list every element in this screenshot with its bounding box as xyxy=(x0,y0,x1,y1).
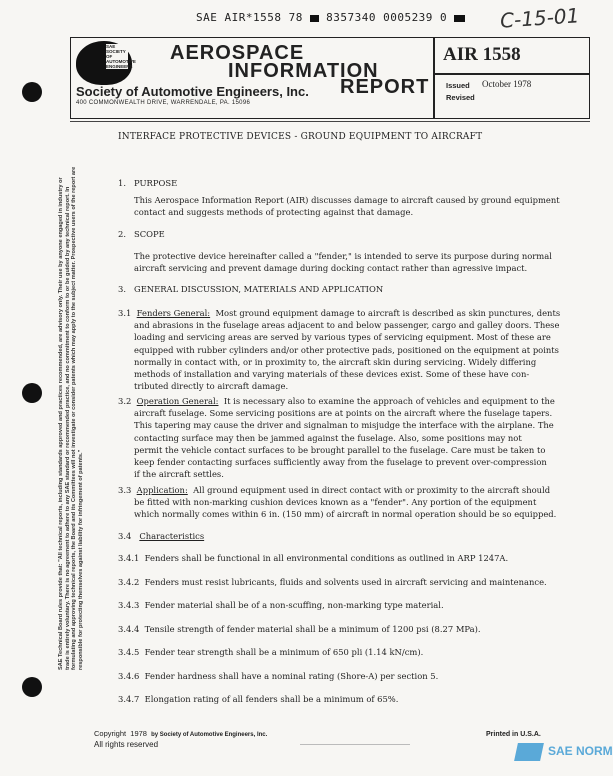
document-code-line xyxy=(196,11,465,24)
footer-copyright xyxy=(94,729,267,738)
barcode-block xyxy=(310,15,319,22)
paragraph-first-line xyxy=(118,484,556,496)
item-text: Fender tear strength shall be a minimum of 650 pli (1.14 kN/cm). xyxy=(144,647,424,657)
text-line: tributed directly to aircraft damage. xyxy=(134,381,289,392)
item-text: Fenders must resist lubricants, fluids and solvents used in aircraft servicing and maintenance. xyxy=(144,576,547,587)
text-line: be fitted with non-marking cushion devices known as a "fender". Any portion of the equipment xyxy=(134,497,537,508)
item-number: 3.4.7 xyxy=(118,694,140,704)
item-number: 3.4.5 xyxy=(118,647,140,657)
watermark-logo xyxy=(514,743,544,761)
section-title: Application: xyxy=(136,485,188,495)
item-text: Fenders shall be functional in all environmental conditions as outlined in ARP 1247A. xyxy=(144,553,509,563)
copyright-year: 1978 xyxy=(130,729,147,738)
section-2-heading xyxy=(118,228,165,240)
revised-label: Revised xyxy=(446,93,475,102)
code-number: 8357340 0005239 0 xyxy=(326,11,448,24)
report-type-line1: AEROSPACE xyxy=(170,42,305,64)
text-line: contacting surface may then be jammed against the fuselage. Also, some positions may not xyxy=(134,432,522,443)
footer-faint-line xyxy=(300,744,410,745)
report-type-line3: REPORT xyxy=(340,76,430,98)
item-text: Tensile strength of fender material shall be a minimum of 1200 psi (8.27 MPa). xyxy=(144,623,481,634)
section-1-body xyxy=(134,194,560,218)
item-number: 3.4.4 xyxy=(118,623,140,634)
document-title: INTERFACE PROTECTIVE DEVICES - GROUND EQUIPMENT TO AIRCRAFT xyxy=(118,132,483,142)
society-name: Society of Automotive Engineers, Inc. xyxy=(76,84,309,99)
section-1-heading xyxy=(118,177,177,189)
list-item xyxy=(118,646,588,670)
text-line: aircraft servicing and prevent damage during docking contact rather than agressive impact. xyxy=(134,263,528,274)
text-line: which normally comes within 6 in. (150 mm) of aircraft in normal operation should be so equipped. xyxy=(134,509,557,520)
text-line: normally in contact with, or in proximity to, the aircraft skin during servicing. Widely differing xyxy=(134,356,537,367)
text-line: equipped with rubber cylinders and/or other protective pads, positioned on the equipment at points xyxy=(134,344,559,355)
section-number: 1. xyxy=(118,178,126,188)
side-notice xyxy=(58,165,84,670)
list-item xyxy=(118,552,588,576)
section-3-2 xyxy=(118,395,555,480)
title-rule xyxy=(70,121,590,122)
section-number: 3.1 xyxy=(118,308,132,318)
text-line: It is necessary also to examine the approach of vehicles and equipment to the xyxy=(223,396,555,406)
text-line: This Aerospace Information Report (AIR) discusses damage to aircraft caused by ground equipment xyxy=(134,195,560,205)
list-item xyxy=(118,599,588,623)
header-divider xyxy=(433,73,590,75)
text-line: Most ground equipment damage to aircraft is described as skin punctures, dents xyxy=(215,308,561,318)
section-number: 3.2 xyxy=(118,396,132,406)
item-number: 3.4.1 xyxy=(118,553,140,563)
text-line: if the aircraft settles. xyxy=(134,469,224,480)
section-3-3 xyxy=(118,484,556,521)
barcode-block xyxy=(454,15,465,22)
text-line: keep fender contacting surfaces sufficiently away from the fuselage to prevent over-compression xyxy=(134,457,547,468)
header-divider xyxy=(433,37,435,119)
rights-reserved: All rights reserved xyxy=(94,740,159,749)
copyright-holder: by Society of Automotive Engineers, Inc. xyxy=(151,732,268,738)
binder-hole xyxy=(22,82,42,102)
item-text: Elongation rating of all fenders shall be a minimum of 65%. xyxy=(144,694,399,704)
section-number: 3. xyxy=(118,284,126,294)
section-title: Fenders General: xyxy=(136,308,211,318)
list-item xyxy=(118,576,588,600)
item-number: 3.4.2 xyxy=(118,576,140,587)
text-line: loading and servicing areas are served by various types of servicing equipment. Most of these are xyxy=(134,332,551,343)
paragraph-first-line xyxy=(118,307,560,319)
text-line: contact and suggests methods of protecting against that damage. xyxy=(134,207,414,218)
text-line: The protective device hereinafter called a "fender," is intended to serve its purpose during normal xyxy=(134,251,552,261)
section-title: SCOPE xyxy=(134,229,165,239)
watermark-brand: SAE NORM xyxy=(548,744,613,758)
issued-label: Issued xyxy=(446,81,470,90)
section-number: 3.4 xyxy=(118,531,132,541)
item-number: 3.4.3 xyxy=(118,600,140,610)
list-item xyxy=(118,670,588,694)
list-item xyxy=(118,693,588,717)
section-3-4-heading xyxy=(118,530,204,542)
characteristics-list xyxy=(118,552,588,717)
document-number: AIR 1558 xyxy=(443,44,521,65)
printed-in: Printed in U.S.A. xyxy=(486,731,541,738)
text-line: This tapering may cause the driver and signalman to misjudge the interface with the airplane. The xyxy=(134,420,554,431)
text-line: aircraft fuselage. Some servicing positions are at points on the aircraft where the fuselage tapers. xyxy=(134,408,553,419)
binder-hole xyxy=(22,677,42,697)
handwritten-mark: C-15-01 xyxy=(499,3,581,33)
section-title: GENERAL DISCUSSION, MATERIALS AND APPLICATION xyxy=(134,284,384,294)
section-number: 3.3 xyxy=(118,485,132,495)
section-2-body xyxy=(134,250,552,274)
section-title: Operation General: xyxy=(136,396,219,406)
logo-text: SAE SOCIETY OF AUTOMOTIVE ENGINEERS xyxy=(106,44,136,69)
item-number: 3.4.6 xyxy=(118,670,140,681)
paragraph-body xyxy=(118,496,556,520)
binder-hole xyxy=(22,383,42,403)
item-text: Fender material shall be of a non-scuffing, non-marking type material. xyxy=(144,600,444,610)
text-line: methods of installation and varying materials of these devices exist. Some of these have con- xyxy=(134,369,530,380)
text-line: All ground equipment used in direct contact with or proximity to the aircraft should xyxy=(193,485,551,495)
section-3-heading xyxy=(118,283,383,295)
item-text: Fender hardness shall have a nominal rating (Shore-A) per section 5. xyxy=(144,670,439,681)
section-title: PURPOSE xyxy=(134,178,178,188)
text-line: and abrasions in the fuselage areas adjacent to and below passenger, cargo and galley doors. These xyxy=(134,320,560,331)
copyright-label: Copyright xyxy=(94,729,127,738)
code-prefix: SAE AIR*1558 78 xyxy=(196,11,303,24)
issued-date: October 1978 xyxy=(482,79,532,89)
report-type-line2: INFORMATION xyxy=(228,60,379,82)
section-number: 2. xyxy=(118,229,126,239)
text-line: permit the vehicle contact surfaces to be brought parallel to the fuselage. Care must be taken to xyxy=(134,444,546,455)
section-3-1 xyxy=(118,307,560,392)
paragraph-body xyxy=(118,319,560,392)
paragraph-body xyxy=(118,407,555,480)
list-item xyxy=(118,623,588,647)
section-title: Characteristics xyxy=(139,531,205,541)
society-address: 400 COMMONWEALTH DRIVE, WARRENDALE, PA. 15096 xyxy=(76,100,251,106)
side-notice-text: SAE Technical Board rules provide that: "All technical reports, including standards approved and practices recommended, are advisory only. Their use by anyone engaged in industry or trade is entirely voluntary. There is no agreement to adhere to any SAE standard or recommended practice, and no commitment to conform to or be guided by any technical report. In formulating and approving technical reports, the Board and its Committees will not investigate or consider patents which may apply to the subject matter. Prospective users of the report are responsible for protecting themselves against liability for infringement of patents." xyxy=(58,166,84,670)
paragraph-first-line xyxy=(118,395,555,407)
